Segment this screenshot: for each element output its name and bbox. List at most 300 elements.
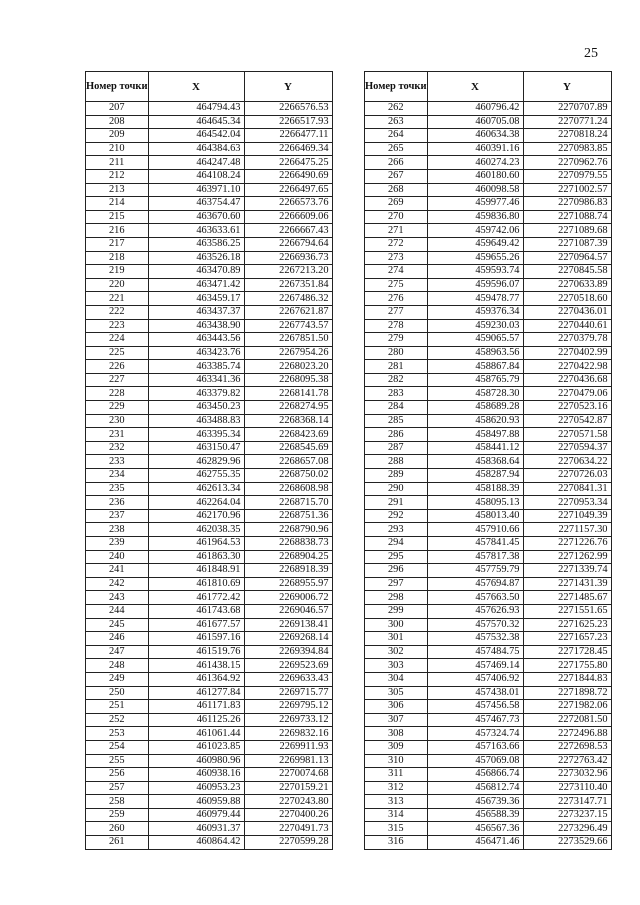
point-number-cell: 278 bbox=[365, 319, 428, 333]
y-coordinate-cell: 2270074.68 bbox=[244, 768, 332, 782]
y-coordinate-cell: 2270523.16 bbox=[523, 401, 611, 415]
point-number-cell: 221 bbox=[86, 292, 149, 306]
point-number-cell: 219 bbox=[86, 265, 149, 279]
y-coordinate-cell: 2270845.58 bbox=[523, 265, 611, 279]
y-coordinate-cell: 2270159.21 bbox=[244, 781, 332, 795]
point-number-cell: 209 bbox=[86, 129, 149, 143]
table-row bbox=[365, 781, 612, 795]
x-coordinate-cell: 458013.40 bbox=[427, 509, 523, 523]
point-number-cell: 301 bbox=[365, 632, 428, 646]
point-number-cell: 251 bbox=[86, 700, 149, 714]
point-number-cell: 314 bbox=[365, 808, 428, 822]
point-number-cell: 282 bbox=[365, 373, 428, 387]
point-number-cell: 212 bbox=[86, 169, 149, 183]
x-coordinate-cell: 459649.42 bbox=[427, 237, 523, 251]
x-coordinate-cell: 459596.07 bbox=[427, 278, 523, 292]
table-row bbox=[365, 754, 612, 768]
header-point-number: Номер точки bbox=[365, 72, 428, 102]
y-coordinate-cell: 2271982.06 bbox=[523, 700, 611, 714]
x-coordinate-cell: 463423.76 bbox=[148, 346, 244, 360]
point-number-cell: 264 bbox=[365, 129, 428, 143]
point-number-cell: 256 bbox=[86, 768, 149, 782]
point-number-cell: 284 bbox=[365, 401, 428, 415]
y-coordinate-cell: 2268608.98 bbox=[244, 482, 332, 496]
x-coordinate-cell: 461125.26 bbox=[148, 713, 244, 727]
point-number-cell: 211 bbox=[86, 156, 149, 170]
x-coordinate-cell: 463450.23 bbox=[148, 401, 244, 415]
table-row bbox=[86, 360, 333, 374]
point-number-cell: 257 bbox=[86, 781, 149, 795]
x-coordinate-cell: 458368.64 bbox=[427, 455, 523, 469]
x-coordinate-cell: 457817.38 bbox=[427, 550, 523, 564]
x-coordinate-cell: 463586.25 bbox=[148, 237, 244, 251]
y-coordinate-cell: 2269911.93 bbox=[244, 740, 332, 754]
table-row bbox=[365, 169, 612, 183]
x-coordinate-cell: 463488.83 bbox=[148, 414, 244, 428]
table-row bbox=[365, 496, 612, 510]
x-coordinate-cell: 460980.96 bbox=[148, 754, 244, 768]
table-body bbox=[365, 102, 612, 850]
point-number-cell: 262 bbox=[365, 102, 428, 116]
table-row bbox=[86, 265, 333, 279]
table-row bbox=[86, 278, 333, 292]
x-coordinate-cell: 461277.84 bbox=[148, 686, 244, 700]
table-row bbox=[365, 237, 612, 251]
table-row bbox=[365, 115, 612, 129]
table-row bbox=[86, 645, 333, 659]
point-number-cell: 261 bbox=[86, 836, 149, 850]
y-coordinate-cell: 2266490.69 bbox=[244, 169, 332, 183]
y-coordinate-cell: 2273147.71 bbox=[523, 795, 611, 809]
x-coordinate-cell: 463971.10 bbox=[148, 183, 244, 197]
table-row bbox=[365, 387, 612, 401]
y-coordinate-cell: 2269633.43 bbox=[244, 672, 332, 686]
x-coordinate-cell: 458728.30 bbox=[427, 387, 523, 401]
point-number-cell: 226 bbox=[86, 360, 149, 374]
point-number-cell: 233 bbox=[86, 455, 149, 469]
x-coordinate-cell: 462264.04 bbox=[148, 496, 244, 510]
x-coordinate-cell: 461364.92 bbox=[148, 672, 244, 686]
point-number-cell: 210 bbox=[86, 142, 149, 156]
y-coordinate-cell: 2270422.98 bbox=[523, 360, 611, 374]
table-row bbox=[86, 822, 333, 836]
x-coordinate-cell: 457841.45 bbox=[427, 537, 523, 551]
table-row bbox=[86, 115, 333, 129]
table-row bbox=[86, 523, 333, 537]
point-number-cell: 244 bbox=[86, 604, 149, 618]
table-row bbox=[86, 768, 333, 782]
x-coordinate-cell: 461597.16 bbox=[148, 632, 244, 646]
table-row bbox=[365, 197, 612, 211]
y-coordinate-cell: 2271157.30 bbox=[523, 523, 611, 537]
table-row bbox=[86, 441, 333, 455]
table-row bbox=[86, 156, 333, 170]
y-coordinate-cell: 2270594.37 bbox=[523, 441, 611, 455]
table-row bbox=[86, 183, 333, 197]
point-number-cell: 272 bbox=[365, 237, 428, 251]
point-number-cell: 248 bbox=[86, 659, 149, 673]
y-coordinate-cell: 2267213.20 bbox=[244, 265, 332, 279]
table-row bbox=[86, 754, 333, 768]
x-coordinate-cell: 457469.14 bbox=[427, 659, 523, 673]
x-coordinate-cell: 461438.15 bbox=[148, 659, 244, 673]
x-coordinate-cell: 463395.34 bbox=[148, 428, 244, 442]
y-coordinate-cell: 2270436.01 bbox=[523, 305, 611, 319]
table-row bbox=[365, 292, 612, 306]
x-coordinate-cell: 459836.80 bbox=[427, 210, 523, 224]
point-number-cell: 213 bbox=[86, 183, 149, 197]
table-row bbox=[365, 142, 612, 156]
x-coordinate-cell: 464794.43 bbox=[148, 102, 244, 116]
x-coordinate-cell: 457069.08 bbox=[427, 754, 523, 768]
y-coordinate-cell: 2268023.20 bbox=[244, 360, 332, 374]
point-number-cell: 294 bbox=[365, 537, 428, 551]
x-coordinate-cell: 457484.75 bbox=[427, 645, 523, 659]
x-coordinate-cell: 461772.42 bbox=[148, 591, 244, 605]
table-row bbox=[86, 455, 333, 469]
y-coordinate-cell: 2272763.42 bbox=[523, 754, 611, 768]
y-coordinate-cell: 2268715.70 bbox=[244, 496, 332, 510]
table-row bbox=[86, 700, 333, 714]
table-row bbox=[365, 469, 612, 483]
y-coordinate-cell: 2270964.57 bbox=[523, 251, 611, 265]
table-row bbox=[86, 577, 333, 591]
y-coordinate-cell: 2271755.80 bbox=[523, 659, 611, 673]
y-coordinate-cell: 2266573.76 bbox=[244, 197, 332, 211]
x-coordinate-cell: 460979.44 bbox=[148, 808, 244, 822]
x-coordinate-cell: 464384.63 bbox=[148, 142, 244, 156]
x-coordinate-cell: 459593.74 bbox=[427, 265, 523, 279]
table-row bbox=[365, 428, 612, 442]
y-coordinate-cell: 2270542.87 bbox=[523, 414, 611, 428]
x-coordinate-cell: 463150.47 bbox=[148, 441, 244, 455]
x-coordinate-cell: 456739.36 bbox=[427, 795, 523, 809]
point-number-cell: 268 bbox=[365, 183, 428, 197]
table-row bbox=[365, 795, 612, 809]
x-coordinate-cell: 459977.46 bbox=[427, 197, 523, 211]
x-coordinate-cell: 460959.88 bbox=[148, 795, 244, 809]
table-row bbox=[86, 142, 333, 156]
x-coordinate-cell: 463670.60 bbox=[148, 210, 244, 224]
point-number-cell: 307 bbox=[365, 713, 428, 727]
y-coordinate-cell: 2266794.64 bbox=[244, 237, 332, 251]
x-coordinate-cell: 458867.84 bbox=[427, 360, 523, 374]
x-coordinate-cell: 457406.92 bbox=[427, 672, 523, 686]
x-coordinate-cell: 460705.08 bbox=[427, 115, 523, 129]
y-coordinate-cell: 2270986.83 bbox=[523, 197, 611, 211]
point-number-cell: 237 bbox=[86, 509, 149, 523]
x-coordinate-cell: 458689.28 bbox=[427, 401, 523, 415]
y-coordinate-cell: 2269138.41 bbox=[244, 618, 332, 632]
y-coordinate-cell: 2266936.73 bbox=[244, 251, 332, 265]
y-coordinate-cell: 2268955.97 bbox=[244, 577, 332, 591]
y-coordinate-cell: 2270771.24 bbox=[523, 115, 611, 129]
point-number-cell: 247 bbox=[86, 645, 149, 659]
y-coordinate-cell: 2271002.57 bbox=[523, 183, 611, 197]
table-row bbox=[86, 496, 333, 510]
x-coordinate-cell: 460796.42 bbox=[427, 102, 523, 116]
x-coordinate-cell: 459230.03 bbox=[427, 319, 523, 333]
table-row bbox=[86, 727, 333, 741]
y-coordinate-cell: 2267351.84 bbox=[244, 278, 332, 292]
x-coordinate-cell: 459478.77 bbox=[427, 292, 523, 306]
x-coordinate-cell: 463470.89 bbox=[148, 265, 244, 279]
point-number-cell: 266 bbox=[365, 156, 428, 170]
point-number-cell: 292 bbox=[365, 509, 428, 523]
table-row bbox=[365, 455, 612, 469]
x-coordinate-cell: 460634.38 bbox=[427, 129, 523, 143]
table-row bbox=[86, 836, 333, 850]
y-coordinate-cell: 2269733.12 bbox=[244, 713, 332, 727]
point-number-cell: 315 bbox=[365, 822, 428, 836]
table-row bbox=[365, 265, 612, 279]
table-row bbox=[365, 210, 612, 224]
table-row bbox=[365, 414, 612, 428]
x-coordinate-cell: 463438.90 bbox=[148, 319, 244, 333]
y-coordinate-cell: 2270243.80 bbox=[244, 795, 332, 809]
y-coordinate-cell: 2270983.85 bbox=[523, 142, 611, 156]
x-coordinate-cell: 458287.94 bbox=[427, 469, 523, 483]
y-coordinate-cell: 2270633.89 bbox=[523, 278, 611, 292]
x-coordinate-cell: 461964.53 bbox=[148, 537, 244, 551]
x-coordinate-cell: 463443.56 bbox=[148, 333, 244, 347]
x-coordinate-cell: 463754.47 bbox=[148, 197, 244, 211]
point-number-cell: 250 bbox=[86, 686, 149, 700]
point-number-cell: 274 bbox=[365, 265, 428, 279]
x-coordinate-cell: 460864.42 bbox=[148, 836, 244, 850]
y-coordinate-cell: 2268751.36 bbox=[244, 509, 332, 523]
table-row bbox=[86, 469, 333, 483]
point-number-cell: 216 bbox=[86, 224, 149, 238]
y-coordinate-cell: 2268141.78 bbox=[244, 387, 332, 401]
x-coordinate-cell: 458188.39 bbox=[427, 482, 523, 496]
table-row bbox=[365, 441, 612, 455]
point-number-cell: 273 bbox=[365, 251, 428, 265]
y-coordinate-cell: 2272496.88 bbox=[523, 727, 611, 741]
x-coordinate-cell: 461519.76 bbox=[148, 645, 244, 659]
header-y: Y bbox=[244, 72, 332, 102]
y-coordinate-cell: 2271728.45 bbox=[523, 645, 611, 659]
table-row bbox=[365, 482, 612, 496]
y-coordinate-cell: 2270962.76 bbox=[523, 156, 611, 170]
table-row bbox=[365, 740, 612, 754]
point-number-cell: 208 bbox=[86, 115, 149, 129]
table-row bbox=[365, 577, 612, 591]
table-row bbox=[86, 618, 333, 632]
x-coordinate-cell: 460391.16 bbox=[427, 142, 523, 156]
point-number-cell: 263 bbox=[365, 115, 428, 129]
x-coordinate-cell: 463471.42 bbox=[148, 278, 244, 292]
x-coordinate-cell: 459742.06 bbox=[427, 224, 523, 238]
y-coordinate-cell: 2271049.39 bbox=[523, 509, 611, 523]
y-coordinate-cell: 2268423.69 bbox=[244, 428, 332, 442]
table-row bbox=[86, 713, 333, 727]
y-coordinate-cell: 2273110.40 bbox=[523, 781, 611, 795]
x-coordinate-cell: 458765.79 bbox=[427, 373, 523, 387]
y-coordinate-cell: 2273529.66 bbox=[523, 836, 611, 850]
y-coordinate-cell: 2270571.58 bbox=[523, 428, 611, 442]
table-row bbox=[365, 591, 612, 605]
point-number-cell: 289 bbox=[365, 469, 428, 483]
table-row bbox=[86, 305, 333, 319]
point-number-cell: 303 bbox=[365, 659, 428, 673]
x-coordinate-cell: 460274.23 bbox=[427, 156, 523, 170]
table-row bbox=[365, 604, 612, 618]
y-coordinate-cell: 2270402.99 bbox=[523, 346, 611, 360]
point-number-cell: 302 bbox=[365, 645, 428, 659]
y-coordinate-cell: 2266576.53 bbox=[244, 102, 332, 116]
table-row bbox=[365, 305, 612, 319]
y-coordinate-cell: 2270599.28 bbox=[244, 836, 332, 850]
table-row bbox=[86, 686, 333, 700]
y-coordinate-cell: 2273237.15 bbox=[523, 808, 611, 822]
table-row bbox=[365, 672, 612, 686]
coordinates-table-right bbox=[364, 71, 612, 850]
x-coordinate-cell: 458441.12 bbox=[427, 441, 523, 455]
header-x: X bbox=[148, 72, 244, 102]
table-row bbox=[365, 713, 612, 727]
table-row bbox=[86, 129, 333, 143]
y-coordinate-cell: 2270707.89 bbox=[523, 102, 611, 116]
y-coordinate-cell: 2269523.69 bbox=[244, 659, 332, 673]
point-number-cell: 252 bbox=[86, 713, 149, 727]
x-coordinate-cell: 459655.26 bbox=[427, 251, 523, 265]
point-number-cell: 279 bbox=[365, 333, 428, 347]
table-row bbox=[365, 319, 612, 333]
point-number-cell: 300 bbox=[365, 618, 428, 632]
table-row bbox=[365, 550, 612, 564]
x-coordinate-cell: 464645.34 bbox=[148, 115, 244, 129]
x-coordinate-cell: 463437.37 bbox=[148, 305, 244, 319]
y-coordinate-cell: 2271088.74 bbox=[523, 210, 611, 224]
table-row bbox=[365, 278, 612, 292]
point-number-cell: 287 bbox=[365, 441, 428, 455]
x-coordinate-cell: 458963.56 bbox=[427, 346, 523, 360]
y-coordinate-cell: 2269981.13 bbox=[244, 754, 332, 768]
x-coordinate-cell: 457438.01 bbox=[427, 686, 523, 700]
x-coordinate-cell: 464542.04 bbox=[148, 129, 244, 143]
point-number-cell: 311 bbox=[365, 768, 428, 782]
y-coordinate-cell: 2273296.49 bbox=[523, 822, 611, 836]
x-coordinate-cell: 463341.36 bbox=[148, 373, 244, 387]
y-coordinate-cell: 2269268.14 bbox=[244, 632, 332, 646]
y-coordinate-cell: 2266609.06 bbox=[244, 210, 332, 224]
point-number-cell: 286 bbox=[365, 428, 428, 442]
point-number-cell: 306 bbox=[365, 700, 428, 714]
point-number-cell: 253 bbox=[86, 727, 149, 741]
table-row bbox=[86, 346, 333, 360]
point-number-cell: 316 bbox=[365, 836, 428, 850]
y-coordinate-cell: 2271087.39 bbox=[523, 237, 611, 251]
y-coordinate-cell: 2266475.25 bbox=[244, 156, 332, 170]
x-coordinate-cell: 463379.82 bbox=[148, 387, 244, 401]
table-header bbox=[86, 72, 333, 102]
y-coordinate-cell: 2269795.12 bbox=[244, 700, 332, 714]
table-row bbox=[365, 537, 612, 551]
x-coordinate-cell: 461863.30 bbox=[148, 550, 244, 564]
point-number-cell: 235 bbox=[86, 482, 149, 496]
y-coordinate-cell: 2266469.34 bbox=[244, 142, 332, 156]
point-number-cell: 297 bbox=[365, 577, 428, 591]
table-row bbox=[86, 795, 333, 809]
x-coordinate-cell: 457324.74 bbox=[427, 727, 523, 741]
table-row bbox=[86, 550, 333, 564]
point-number-cell: 298 bbox=[365, 591, 428, 605]
point-number-cell: 249 bbox=[86, 672, 149, 686]
point-number-cell: 288 bbox=[365, 455, 428, 469]
x-coordinate-cell: 457626.93 bbox=[427, 604, 523, 618]
table-row bbox=[86, 169, 333, 183]
x-coordinate-cell: 460180.60 bbox=[427, 169, 523, 183]
point-number-cell: 231 bbox=[86, 428, 149, 442]
header-y: Y bbox=[523, 72, 611, 102]
point-number-cell: 239 bbox=[86, 537, 149, 551]
x-coordinate-cell: 459376.34 bbox=[427, 305, 523, 319]
x-coordinate-cell: 461743.68 bbox=[148, 604, 244, 618]
point-number-cell: 270 bbox=[365, 210, 428, 224]
x-coordinate-cell: 463633.61 bbox=[148, 224, 244, 238]
table-row bbox=[365, 224, 612, 238]
x-coordinate-cell: 460098.58 bbox=[427, 183, 523, 197]
table-row bbox=[365, 686, 612, 700]
y-coordinate-cell: 2270953.34 bbox=[523, 496, 611, 510]
table-row bbox=[365, 727, 612, 741]
table-row bbox=[86, 672, 333, 686]
table-row bbox=[86, 237, 333, 251]
x-coordinate-cell: 461171.83 bbox=[148, 700, 244, 714]
table-row bbox=[365, 373, 612, 387]
point-number-cell: 207 bbox=[86, 102, 149, 116]
table-row bbox=[365, 768, 612, 782]
x-coordinate-cell: 456812.74 bbox=[427, 781, 523, 795]
table-row bbox=[86, 509, 333, 523]
table-header bbox=[365, 72, 612, 102]
point-number-cell: 280 bbox=[365, 346, 428, 360]
point-number-cell: 246 bbox=[86, 632, 149, 646]
point-number-cell: 215 bbox=[86, 210, 149, 224]
table-row bbox=[365, 401, 612, 415]
point-number-cell: 277 bbox=[365, 305, 428, 319]
y-coordinate-cell: 2272081.50 bbox=[523, 713, 611, 727]
y-coordinate-cell: 2268918.39 bbox=[244, 564, 332, 578]
x-coordinate-cell: 457759.79 bbox=[427, 564, 523, 578]
point-number-cell: 271 bbox=[365, 224, 428, 238]
point-number-cell: 310 bbox=[365, 754, 428, 768]
y-coordinate-cell: 2268904.25 bbox=[244, 550, 332, 564]
y-coordinate-cell: 2269715.77 bbox=[244, 686, 332, 700]
x-coordinate-cell: 461023.85 bbox=[148, 740, 244, 754]
table-row bbox=[86, 537, 333, 551]
point-number-cell: 267 bbox=[365, 169, 428, 183]
table-row bbox=[86, 401, 333, 415]
y-coordinate-cell: 2268657.08 bbox=[244, 455, 332, 469]
point-number-cell: 230 bbox=[86, 414, 149, 428]
point-number-cell: 276 bbox=[365, 292, 428, 306]
point-number-cell: 259 bbox=[86, 808, 149, 822]
point-number-cell: 234 bbox=[86, 469, 149, 483]
point-number-cell: 223 bbox=[86, 319, 149, 333]
table-row bbox=[86, 292, 333, 306]
y-coordinate-cell: 2267954.26 bbox=[244, 346, 332, 360]
point-number-cell: 312 bbox=[365, 781, 428, 795]
y-coordinate-cell: 2266667.43 bbox=[244, 224, 332, 238]
y-coordinate-cell: 2270440.61 bbox=[523, 319, 611, 333]
x-coordinate-cell: 463526.18 bbox=[148, 251, 244, 265]
x-coordinate-cell: 464247.48 bbox=[148, 156, 244, 170]
table-row bbox=[86, 632, 333, 646]
x-coordinate-cell: 457694.87 bbox=[427, 577, 523, 591]
y-coordinate-cell: 2270491.73 bbox=[244, 822, 332, 836]
